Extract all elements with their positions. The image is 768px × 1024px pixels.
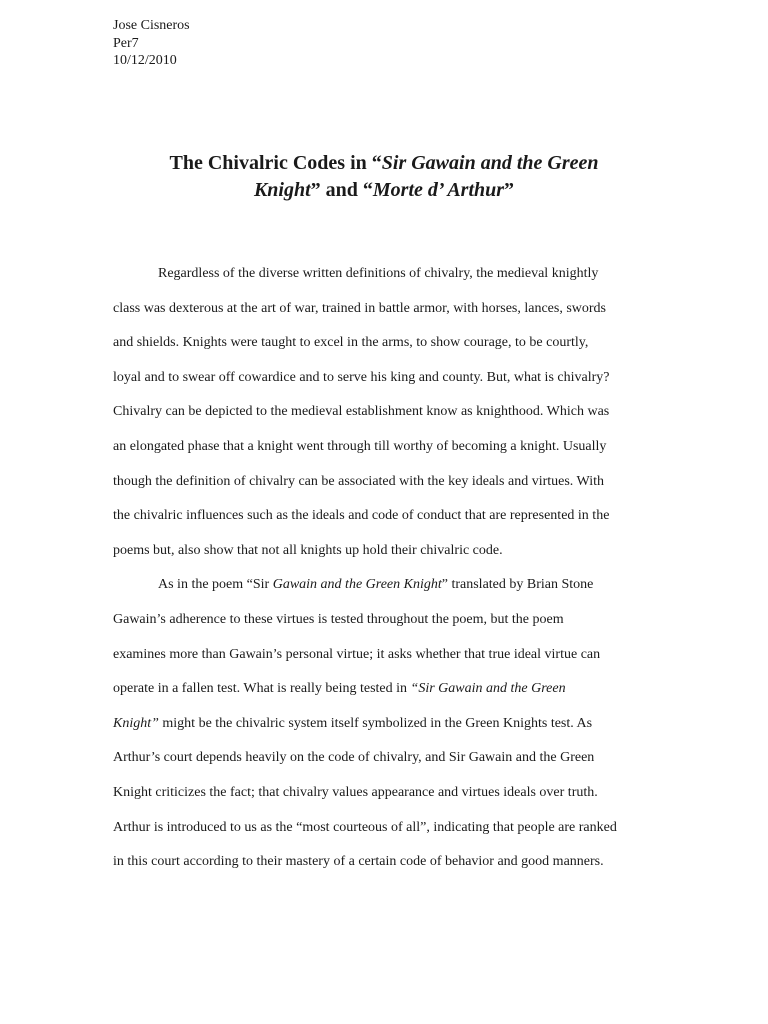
body-line: an elongated phase that a knight went through till worthy of becoming a knight. Usually (113, 438, 607, 454)
title-text: ” (504, 179, 515, 201)
body-italic-text: “Sir Gawain and the Green (410, 681, 566, 697)
body-text: ” translated by Brian Stone (441, 577, 594, 593)
essay-title (90, 150, 678, 204)
author-name: Jose Cisneros (113, 18, 190, 33)
body-line (113, 707, 659, 742)
body-line: though the definition of chivalry can be associated with the key ideals and virtues. With (113, 473, 604, 489)
body-line: examines more than Gawain’s personal virtue; it asks whether that true ideal virtue can (113, 646, 601, 662)
body-line: Knight criticizes the fact; that chivalry values appearance and virtues ideals over truth. (113, 784, 598, 800)
body-line: Arthur is introduced to us as the “most courteous of all”, indicating that people are ranked (113, 819, 617, 835)
title-line-1 (90, 150, 678, 177)
essay-body (113, 257, 659, 880)
body-italic-text: Gawain and the Green Knight (272, 577, 442, 593)
title-italic-text: Sir Gawain and the Green (381, 152, 599, 174)
body-line: poems but, also show that not all knights up hold their chivalric code. (113, 542, 503, 558)
body-line: Arthur’s court depends heavily on the code of chivalry, and Sir Gawain and the Green (113, 750, 595, 766)
title-line-2 (90, 177, 678, 204)
body-text: As in the poem “Sir (158, 577, 273, 593)
body-text: operate in a fallen test. What is really being tested in (113, 681, 411, 697)
header-block (113, 17, 190, 70)
body-line: Chivalry can be depicted to the medieval establishment know as knighthood. Which was (113, 404, 610, 420)
title-italic-text: Morte d’ Arthur (372, 179, 505, 201)
class-period: Per7 (113, 35, 139, 51)
body-line: loyal and to swear off cowardice and to serve his king and county. But, what is chivalry? (113, 369, 610, 385)
body-line: Gawain’s adherence to these virtues is tested throughout the poem, but the poem (113, 611, 564, 627)
title-italic-text: Knight (253, 179, 311, 201)
document-date: 10/12/2010 (113, 53, 177, 68)
body-line: Regardless of the diverse written definitions of chivalry, the medieval knightly (158, 266, 599, 281)
body-line: and shields. Knights were taught to excel in the arms, to show courage, to be courtly, (113, 335, 589, 351)
body-line (113, 568, 659, 603)
title-text: ” and “ (310, 179, 373, 201)
body-line (113, 672, 659, 707)
body-text: might be the chivalric system itself symbolized in the Green Knights test. As (158, 715, 593, 731)
title-text: The Chivalric Codes in “ (169, 152, 382, 174)
body-italic-text: Knight” (113, 715, 159, 731)
body-line: in this court according to their mastery of a certain code of behavior and good manners. (113, 854, 604, 870)
body-line: class was dexterous at the art of war, trained in battle armor, with horses, lances, swords (113, 300, 607, 316)
body-line: the chivalric influences such as the ideals and code of conduct that are represented in the (113, 508, 610, 524)
